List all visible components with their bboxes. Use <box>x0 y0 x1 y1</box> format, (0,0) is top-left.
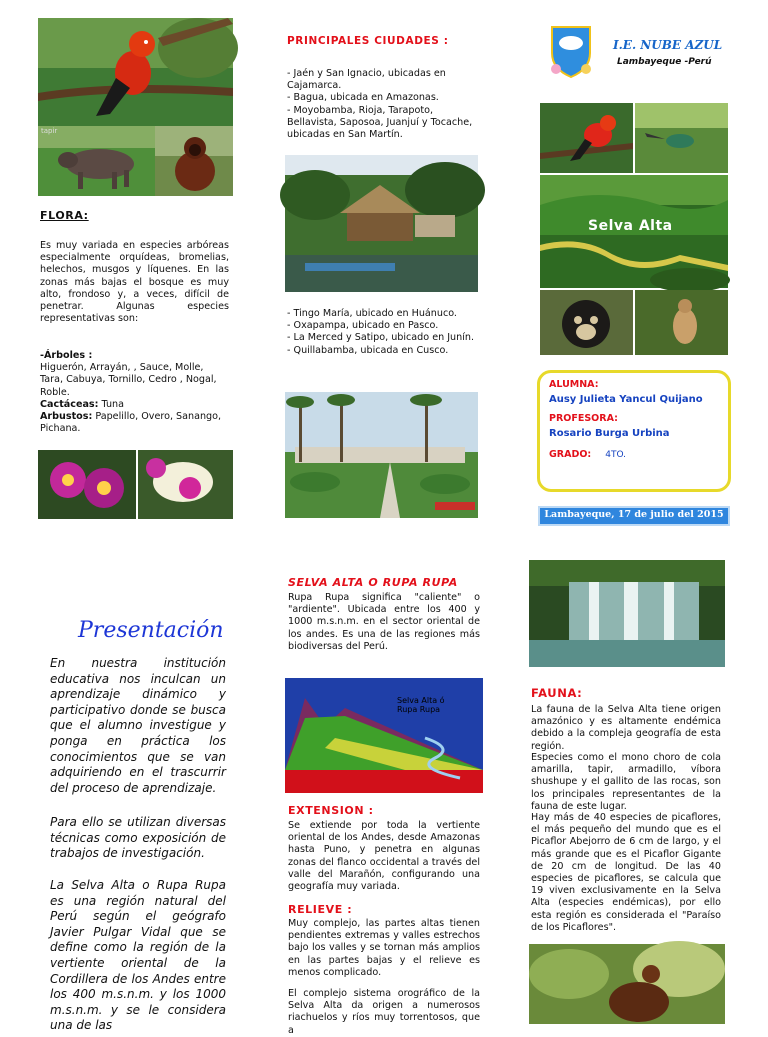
cover-caption: Selva Alta <box>588 218 673 234</box>
ciudad-item: - La Merced y Satipo, ubicado en Junín. <box>287 332 475 344</box>
relieve-text-2: El complejo sistema orográfico de la Selva Alta da origen a numerosos riachuelos y ríos muy torrentosos, que a <box>288 988 480 1036</box>
ciudades-list-2 <box>287 308 477 357</box>
flora-heading: FLORA: <box>40 209 89 222</box>
ciudad-item: - Moyobamba, Rioja, Tarapoto, Bellavista, Saposoa, Juanjuí y Tocache, ubicadas en San Martín. <box>287 104 473 141</box>
presentacion-paragraph-2: Para ello se utilizan diversas técnicas como exposición de trabajos de investigación. <box>50 815 226 861</box>
fauna-bird-photo <box>529 944 725 1024</box>
arboles-label: -Árboles : <box>40 350 93 361</box>
town-plaza-photo <box>285 392 478 518</box>
profesora-name: Rosario Burga Urbina <box>549 428 670 439</box>
photo-watermark: tapir <box>41 127 58 135</box>
ciudad-item: - Quillabamba, ubicada en Cusco. <box>287 344 449 356</box>
monkey-photo <box>155 126 233 196</box>
school-location: Lambayeque -Perú <box>617 57 712 67</box>
school-logo <box>546 23 596 79</box>
flora-text: Es muy variada en especies arbóreas especialmente orquídeas, bromelias, helechos, musgos y líquenes. En las zonas más bajas el bosque es muy alto, frondoso y, a veces, difícil de penetrar. Algunas especies representativas son: <box>40 240 229 325</box>
diagram-label: Selva Alta ó Rupa Rupa <box>397 696 445 714</box>
cover-jungle-photo <box>540 175 728 288</box>
ciudad-item: - Oxapampa, ubicado en Pasco. <box>287 320 439 332</box>
fauna-text-1: La fauna de la Selva Alta tiene origen amazónico y es altamente endémica debido a la compleja geografía de esta región. <box>531 704 721 752</box>
ciudades-list-1 <box>287 68 477 141</box>
grado-label: GRADO: <box>549 449 592 460</box>
extension-text: Se extiende por toda la vertiente oriental de los Andes, desde Amazonas hasta Puno, y penetra en algunas zonas del flanco occidental a través del valle del Marañón, configurando una geografía muy variada. <box>288 820 480 893</box>
ciudad-item: - Bagua, ubicada en Amazonas. <box>287 92 439 104</box>
date-banner: Lambayeque, 17 de julio del 2015 <box>538 506 730 526</box>
selva-alta-heading: SELVA ALTA O RUPA RUPA <box>288 576 458 589</box>
fauna-heading: FAUNA: <box>531 686 583 700</box>
tapir-photo <box>38 126 155 196</box>
student-info-box <box>537 370 731 492</box>
orchid-photo-white <box>138 450 233 519</box>
fauna-text-3: Hay más de 40 especies de picaflores, el más pequeño del mundo que es el Picaflor Abejorro de 6 cm de largo, y el más grande que es el Picaflor Gigante de 20 cm de longitud. De las 40 especies de picaflores, se calcula que 19 viven exclusivamente en la Selva Alta (especies endémicas), por ello esta región es considerada el "Paraíso de los Picaflores". <box>531 812 721 933</box>
cover-bird-photo <box>540 103 633 173</box>
arbustos-label: Arbustos: <box>40 411 93 423</box>
fauna-text-2: Especies como el mono choro de cola amarilla, tapir, armadillo, víbora shushupe y el gallito de las rocas, son los principales representantes de la fauna de este lugar. <box>531 752 721 812</box>
altitude-diagram <box>285 678 483 793</box>
extension-heading: EXTENSION : <box>288 804 374 817</box>
ciudad-item: - Tingo María, ubicado en Huánuco. <box>287 308 457 319</box>
cover-cat-photo <box>635 290 728 355</box>
selva-alta-text: Rupa Rupa significa "caliente" o "ardiente". Ubicada entre los 400 y 1000 m.s.n.m. en el sector oriental de los andes. Es una de las regiones más biodiversas del Perú. <box>288 592 480 652</box>
rooster-of-rocks-photo <box>38 18 233 126</box>
cactaceas-label: Cactáceas: <box>40 398 99 410</box>
orchid-photo-purple <box>38 450 136 519</box>
presentacion-title: Presentación <box>78 618 224 643</box>
ciudades-heading: PRINCIPALES CIUDADES : <box>287 35 449 47</box>
arboles-text: Higuerón, Arrayán, , Sauce, Molle, Tara, Cabuya, Tornillo, Cedro , Nogal, Roble. <box>40 362 217 398</box>
arbustos-text: Papelillo, Overo, Sanango, Pichana. <box>40 411 222 435</box>
profesora-label: PROFESORA: <box>549 413 618 424</box>
cover-hummingbird-photo <box>635 103 728 173</box>
school-name: I.E. NUBE AZUL <box>613 38 723 52</box>
flora-species-block <box>40 350 229 435</box>
ciudad-item: - Jaén y San Ignacio, ubicadas en Cajamarca. <box>287 68 446 92</box>
cactaceas-text: Tuna <box>101 398 124 410</box>
alumna-name: Ausy Julieta Yancul Quijano <box>549 394 703 405</box>
relieve-text: Muy complejo, las partes altas tienen pendientes extremas y valles estrechos bajo los valles y se tornan más amplios en las partes bajas y el relieve es menos complicado. <box>288 918 480 978</box>
presentacion-paragraph-1: En nuestra institución educativa nos inculcan un aprendizaje dinámico y participativo donde se busca que el alumno investigue y ponga en práctica los conocimientos que se van adquiriendo en el trascurrir del proceso de aprendizaje. <box>50 656 226 795</box>
cover-bear-photo <box>540 290 633 355</box>
alumna-label: ALUMNA: <box>549 379 599 390</box>
grado-value: 4TO. <box>605 450 627 460</box>
relieve-heading: RELIEVE : <box>288 903 353 916</box>
presentacion-paragraph-3: La Selva Alta o Rupa Rupa es una región natural del Perú según el geógrafo Javier Pulgar Vidal que se define como la región de la vertiente oriental de la Cordillera de los Andes entre los 400 m.s.n.m. y los 1000 m.s.n.m. y se le considera una de las <box>50 878 226 1033</box>
village-river-photo <box>285 155 478 292</box>
waterfall-photo <box>529 560 725 667</box>
